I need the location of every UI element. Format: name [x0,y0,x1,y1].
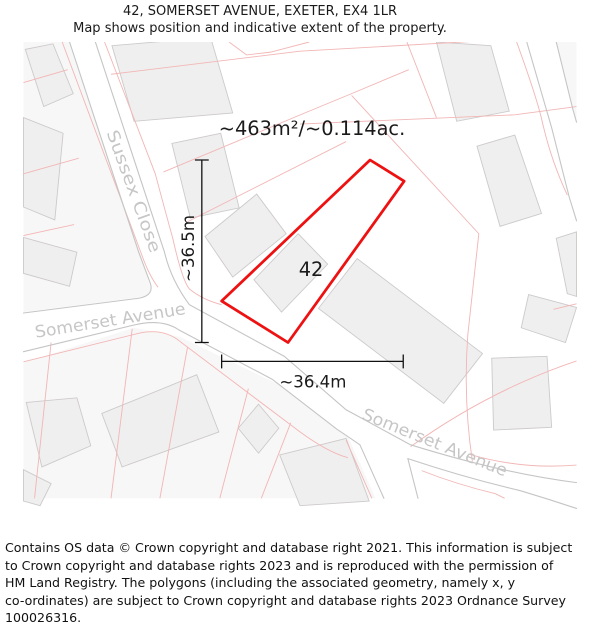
page-title: 42, SOMERSET AVENUE, EXETER, EX4 1LR [122,4,398,19]
building [521,295,576,343]
building [436,42,509,121]
parcel-line [229,42,309,55]
building [556,232,576,297]
height-measurement-label: ~36.5m [178,215,198,282]
street-label-sussex-close: Sussex Close [102,127,158,236]
building [492,356,552,430]
map [0,42,600,537]
page-subtitle: Map shows position and indicative extent of the property. [73,21,447,36]
copyright-line: Contains OS data © Crown copyright and database right 2021. This information is subject [5,540,573,555]
map-canvas [0,42,600,537]
street-label-somerset-avenue-west: Somerset Avenue [33,300,181,342]
building [172,133,239,218]
copyright-line: co-ordinates) are subject to Crown copyright and database rights 2023 Ordnance Survey [5,592,566,608]
copyright-notice [5,539,598,625]
copyright-line: 100026316. [5,610,82,625]
copyright-line: HM Land Registry. The polygons (including the associated geometry, namely x, y [5,575,516,591]
copyright-line: to Crown copyright and database rights 2023 and is reproduced with the permission of [5,557,554,573]
parcel-line [407,42,436,118]
plot-number-label: 42 [298,258,324,282]
street-label-somerset-avenue-southeast: Somerset Avenue [359,404,502,477]
width-measurement-label: ~36.4m [279,372,347,392]
area-label: ~463m²/~0.114ac. [218,117,406,141]
building [477,135,542,226]
map-title [0,3,520,37]
